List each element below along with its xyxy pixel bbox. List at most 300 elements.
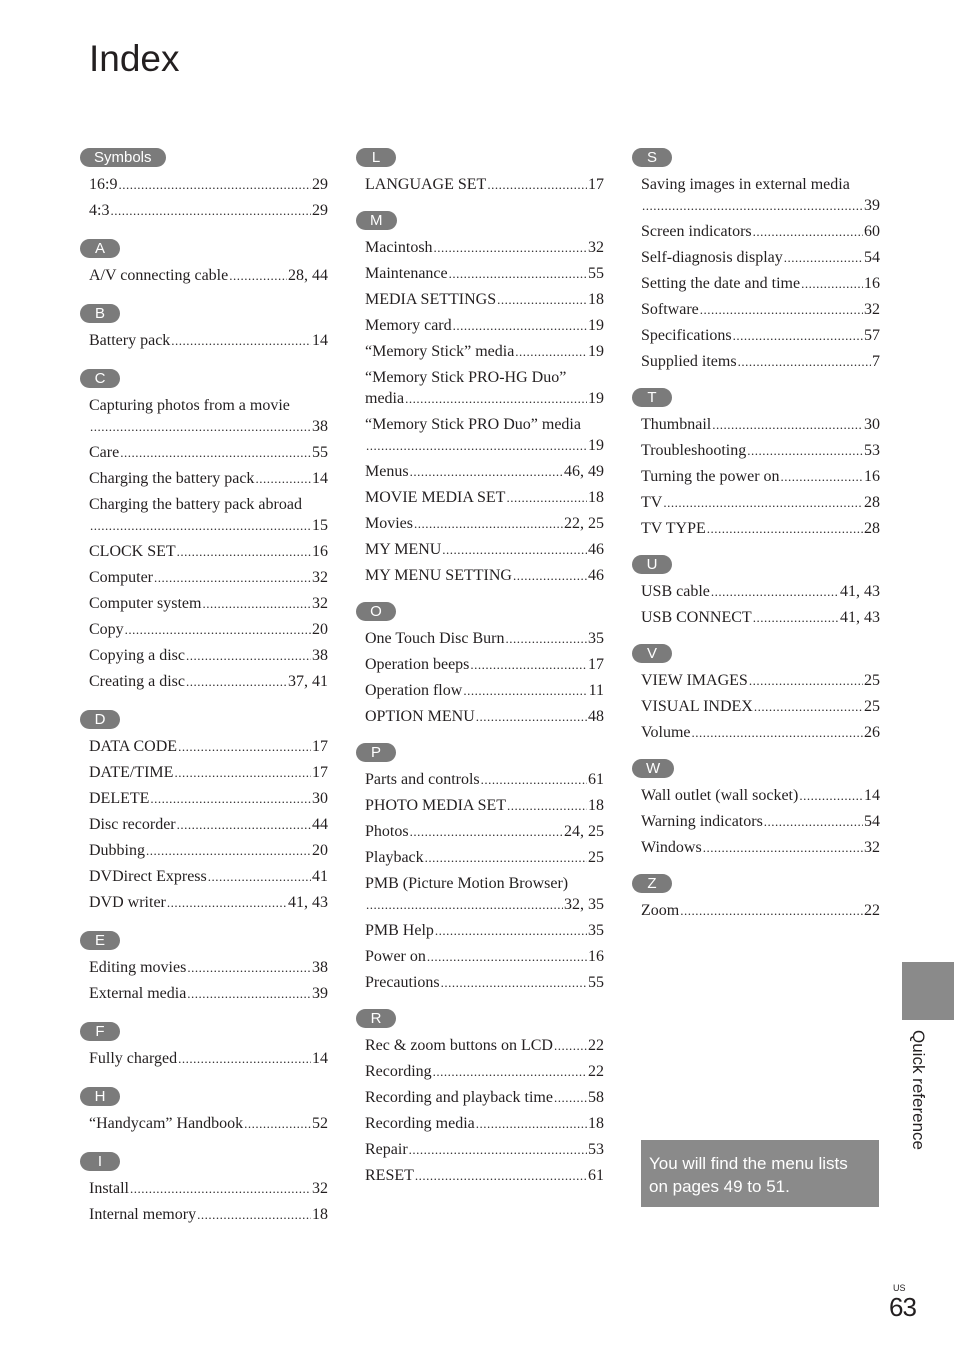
- entry-term: CLOCK SET: [89, 543, 176, 560]
- index-entry: [365, 263, 604, 284]
- dot-leader: [513, 565, 587, 586]
- dot-leader: [487, 174, 587, 195]
- section-letter-badge: M: [356, 211, 397, 230]
- entry-term: Turning the power on: [641, 468, 780, 485]
- dot-leader: [229, 265, 287, 286]
- dot-leader: [433, 1061, 587, 1082]
- entry-page-numbers: 18: [312, 1206, 328, 1223]
- index-entry: [365, 847, 604, 868]
- entry-term: DVDirect Express: [89, 868, 207, 885]
- index-section: [80, 931, 330, 1004]
- entry-term: Photos: [365, 823, 409, 840]
- entry-term: VISUAL INDEX: [641, 698, 753, 715]
- entry-page-numbers: 22: [864, 902, 880, 919]
- entry-term: “Memory Stick PRO-HG Duo”: [365, 369, 567, 386]
- entry-page-numbers: 19: [588, 343, 604, 360]
- index-entry: [89, 957, 328, 978]
- section-entries: [80, 395, 330, 692]
- dot-leader: [784, 247, 863, 268]
- entry-page-numbers: 39: [312, 985, 328, 1002]
- dot-leader: [202, 593, 311, 614]
- index-entry: [365, 487, 604, 508]
- entry-page-numbers: 16: [864, 275, 880, 292]
- dot-leader: [434, 237, 587, 258]
- section-entries: [356, 174, 606, 195]
- index-entry: [365, 315, 604, 336]
- entry-page-numbers: 28: [864, 494, 880, 511]
- entry-term: Self-diagnosis display: [641, 249, 783, 266]
- entry-page-numbers: 26: [864, 724, 880, 741]
- index-entry: [89, 840, 328, 861]
- entry-page-numbers: 32: [864, 301, 880, 318]
- dot-leader: [749, 670, 863, 691]
- index-entry: [89, 736, 328, 757]
- entry-term: USB cable: [641, 583, 710, 600]
- entry-term: 16:9: [89, 176, 118, 193]
- section-letter-badge: P: [356, 743, 396, 762]
- index-entry: [89, 494, 328, 536]
- section-letter-badge: H: [80, 1087, 120, 1106]
- index-section: [632, 874, 882, 921]
- entry-page-numbers: 54: [864, 249, 880, 266]
- entry-page-numbers: 32, 35: [564, 896, 604, 913]
- index-entry: [89, 1204, 328, 1225]
- entry-term: Care: [89, 444, 120, 461]
- index-entry: [365, 1087, 604, 1108]
- index-entry: [365, 237, 604, 258]
- entry-page-numbers: 38: [312, 959, 328, 976]
- dot-leader: [435, 920, 587, 941]
- entry-term: Operation beeps: [365, 656, 470, 673]
- entry-page-numbers: 17: [588, 656, 604, 673]
- section-letter-badge: U: [632, 555, 672, 574]
- dot-leader: [197, 1204, 311, 1225]
- index-entry: [641, 785, 880, 806]
- entry-page-numbers: 17: [312, 764, 328, 781]
- section-letter-badge: D: [80, 710, 120, 729]
- dot-leader: [515, 341, 587, 362]
- entry-term: DATA CODE: [89, 738, 178, 755]
- dot-leader: [90, 515, 311, 536]
- entry-term: Rec & zoom buttons on LCD: [365, 1037, 553, 1054]
- index-entry: [89, 1178, 328, 1199]
- index-entry: [365, 174, 604, 195]
- entry-term: Editing movies: [89, 959, 187, 976]
- entry-term: MY MENU SETTING: [365, 567, 512, 584]
- index-entry: [641, 174, 880, 216]
- dot-leader: [680, 900, 863, 921]
- index-entry: [365, 1035, 604, 1056]
- dot-leader: [799, 785, 863, 806]
- entry-term: Fully charged: [89, 1050, 178, 1067]
- dot-leader: [441, 972, 587, 993]
- index-entry: [89, 1048, 328, 1069]
- section-letter-badge: F: [80, 1022, 120, 1041]
- entry-term: Movies: [365, 515, 413, 532]
- dot-leader: [415, 1165, 587, 1186]
- index-section: [356, 148, 606, 195]
- dot-leader: [442, 539, 587, 560]
- entry-page-numbers: 18: [588, 1115, 604, 1132]
- entry-page-numbers: 14: [312, 332, 328, 349]
- entry-term: VIEW IMAGES: [641, 672, 748, 689]
- entry-page-numbers: 22: [588, 1037, 604, 1054]
- index-section: [80, 148, 330, 221]
- index-entry: [89, 866, 328, 887]
- index-entry: [641, 607, 880, 628]
- entry-term: Thumbnail: [641, 416, 712, 433]
- entry-term: DELETE: [89, 790, 150, 807]
- index-section: [80, 304, 330, 351]
- index-entry: [641, 273, 880, 294]
- dot-leader: [506, 487, 587, 508]
- section-entries: [632, 785, 882, 858]
- entry-term: OPTION MENU: [365, 708, 475, 725]
- section-letter-badge: R: [356, 1009, 396, 1028]
- entry-page-numbers: 14: [312, 1050, 328, 1067]
- entry-page-numbers: 22, 25: [564, 515, 604, 532]
- menu-list-note: You will find the menu lists on pages 49 to 51.: [641, 1140, 879, 1207]
- entry-page-numbers: 44: [312, 816, 328, 833]
- section-letter-badge: E: [80, 931, 120, 950]
- index-entry: [641, 518, 880, 539]
- entry-page-numbers: 20: [312, 621, 328, 638]
- page-number: 63: [889, 1292, 916, 1322]
- dot-leader: [167, 892, 287, 913]
- index-column-1: [80, 148, 330, 1243]
- index-entry: [365, 1139, 604, 1160]
- section-letter-badge: Symbols: [80, 148, 166, 167]
- index-column-3: [632, 148, 882, 937]
- dot-leader: [711, 581, 839, 602]
- dot-leader: [738, 351, 871, 372]
- dot-leader: [463, 680, 587, 701]
- entry-page-numbers: 25: [864, 698, 880, 715]
- entry-page-numbers: 53: [588, 1141, 604, 1158]
- entry-term: Copying a disc: [89, 647, 185, 664]
- entry-page-numbers: 52: [312, 1115, 328, 1132]
- entry-page-numbers: 20: [312, 842, 328, 859]
- entry-page-numbers: 37, 41: [288, 673, 328, 690]
- index-entry: [641, 247, 880, 268]
- entry-page-numbers: 54: [864, 813, 880, 830]
- entry-page-numbers: 17: [312, 738, 328, 755]
- index-entry: [89, 619, 328, 640]
- entry-page-numbers: 55: [588, 265, 604, 282]
- dot-leader: [208, 866, 311, 887]
- dot-leader: [700, 299, 863, 320]
- dot-leader: [178, 1048, 311, 1069]
- entry-page-numbers: 46: [588, 567, 604, 584]
- index-entry: [365, 341, 604, 362]
- dot-leader: [554, 1087, 587, 1108]
- entry-page-numbers: 39: [864, 197, 880, 214]
- dot-leader: [753, 607, 839, 628]
- index-entry: [365, 414, 604, 456]
- index-entry: [365, 795, 604, 816]
- dot-leader: [186, 671, 287, 692]
- entry-page-numbers: 28: [864, 520, 880, 537]
- entry-page-numbers: 7: [872, 353, 880, 370]
- section-letter-badge: A: [80, 239, 120, 258]
- dot-leader: [733, 325, 863, 346]
- index-entry: [365, 513, 604, 534]
- index-section: [80, 1022, 330, 1069]
- entry-page-numbers: 16: [588, 948, 604, 965]
- entry-page-numbers: 14: [864, 787, 880, 804]
- entry-page-numbers: 38: [312, 647, 328, 664]
- entry-page-numbers: 48: [588, 708, 604, 725]
- entry-term: USB CONNECT: [641, 609, 752, 626]
- section-entries: [80, 174, 330, 221]
- entry-term: Specifications: [641, 327, 732, 344]
- index-entry: [365, 628, 604, 649]
- index-entry: [89, 541, 328, 562]
- dot-leader: [753, 221, 863, 242]
- entry-page-numbers: 57: [864, 327, 880, 344]
- entry-term: Zoom: [641, 902, 680, 919]
- index-entry: [641, 811, 880, 832]
- index-entry: [365, 1113, 604, 1134]
- index-entry: [89, 593, 328, 614]
- section-letter-badge: W: [632, 759, 674, 778]
- index-entry: [365, 1061, 604, 1082]
- section-letter-badge: C: [80, 369, 120, 388]
- index-entry: [365, 972, 604, 993]
- section-entries: [356, 1035, 606, 1186]
- section-entries: [80, 957, 330, 1004]
- section-letter-badge: O: [356, 602, 396, 621]
- entry-term: Volume: [641, 724, 691, 741]
- index-entry: [89, 468, 328, 489]
- entry-page-numbers: 16: [864, 468, 880, 485]
- entry-page-numbers: 19: [588, 437, 604, 454]
- entry-page-numbers: 30: [864, 416, 880, 433]
- entry-term: MEDIA SETTINGS: [365, 291, 497, 308]
- entry-term: Disc recorder: [89, 816, 176, 833]
- entry-term: Supplied items: [641, 353, 737, 370]
- entry-page-numbers: 58: [588, 1089, 604, 1106]
- entry-page-numbers: 41: [312, 868, 328, 885]
- entry-page-numbers: 25: [864, 672, 880, 689]
- index-entry: [89, 200, 328, 221]
- section-letter-badge: S: [632, 148, 672, 167]
- dot-leader: [481, 769, 587, 790]
- section-letter-badge: T: [632, 388, 672, 407]
- dot-leader: [470, 654, 587, 675]
- dot-leader: [366, 894, 563, 915]
- index-entry: [365, 821, 604, 842]
- dot-leader: [244, 1113, 311, 1134]
- dot-leader: [110, 200, 311, 221]
- index-entry: [89, 442, 328, 463]
- entry-page-numbers: 29: [312, 202, 328, 219]
- dot-leader: [712, 414, 863, 435]
- section-entries: [632, 581, 882, 628]
- entry-term: Software: [641, 301, 699, 318]
- index-entry: [641, 351, 880, 372]
- dot-leader: [178, 736, 311, 757]
- entry-term: “Memory Stick PRO Duo” media: [365, 416, 581, 433]
- entry-term: PHOTO MEDIA SET: [365, 797, 507, 814]
- entry-page-numbers: 17: [588, 176, 604, 193]
- entry-page-numbers: 32: [312, 1180, 328, 1197]
- section-entries: [632, 670, 882, 743]
- entry-page-numbers: 41, 43: [288, 894, 328, 911]
- section-entries: [356, 628, 606, 727]
- entry-term: Recording and playback time: [365, 1089, 553, 1106]
- entry-page-numbers: 46: [588, 541, 604, 558]
- index-section: [632, 644, 882, 743]
- dot-leader: [125, 619, 311, 640]
- section-entries: [356, 237, 606, 586]
- index-entry: [641, 722, 880, 743]
- section-entries: [632, 414, 882, 539]
- section-entries: [80, 330, 330, 351]
- index-entry: [89, 1113, 328, 1134]
- entry-term: RESET: [365, 1167, 414, 1184]
- entry-term: Battery pack: [89, 332, 171, 349]
- entry-term: Memory card: [365, 317, 452, 334]
- index-entry: [365, 539, 604, 560]
- index-section: [632, 759, 882, 858]
- index-section: [80, 1087, 330, 1134]
- dot-leader: [187, 957, 311, 978]
- entry-term: Capturing photos from a movie: [89, 397, 290, 414]
- entry-page-numbers: 61: [588, 1167, 604, 1184]
- index-section: [356, 602, 606, 727]
- index-entry: [641, 466, 880, 487]
- entry-term: One Touch Disc Burn: [365, 630, 505, 647]
- index-section: [80, 1152, 330, 1225]
- entry-page-numbers: 22: [588, 1063, 604, 1080]
- section-entries: [632, 174, 882, 372]
- entry-page-numbers: 35: [588, 922, 604, 939]
- entry-term: Warning indicators: [641, 813, 763, 830]
- section-letter-badge: Z: [632, 874, 672, 893]
- entry-term: TV TYPE: [641, 520, 706, 537]
- entry-page-numbers: 18: [588, 291, 604, 308]
- entry-term: Dubbing: [89, 842, 145, 859]
- side-tab-marker: [902, 962, 954, 1020]
- dot-leader: [410, 821, 563, 842]
- entry-term: PMB Help: [365, 922, 434, 939]
- index-section: [80, 239, 330, 286]
- entry-page-numbers: 32: [312, 569, 328, 586]
- index-entry: [365, 680, 604, 701]
- index-entry: [641, 414, 880, 435]
- index-entry: [89, 645, 328, 666]
- index-entry: [89, 892, 328, 913]
- index-section: [80, 710, 330, 913]
- index-entry: [365, 1165, 604, 1186]
- entry-term: Creating a disc: [89, 673, 185, 690]
- section-letter-badge: V: [632, 644, 672, 663]
- entry-term: Repair: [365, 1141, 408, 1158]
- index-entry: [365, 367, 604, 409]
- dot-leader: [414, 513, 563, 534]
- entry-term: Saving images in external media: [641, 176, 850, 193]
- section-entries: [80, 265, 330, 286]
- dot-leader: [90, 416, 311, 437]
- entry-term: Precautions: [365, 974, 440, 991]
- index-section: [356, 211, 606, 586]
- entry-term: Troubleshooting: [641, 442, 747, 459]
- entry-term: MOVIE MEDIA SET: [365, 489, 506, 506]
- section-letter-badge: B: [80, 304, 120, 323]
- entry-term: Operation flow: [365, 682, 463, 699]
- dot-leader: [177, 814, 311, 835]
- entry-page-numbers: 18: [588, 489, 604, 506]
- dot-leader: [366, 435, 587, 456]
- entry-term: External media: [89, 985, 187, 1002]
- index-entry: [89, 330, 328, 351]
- entry-page-numbers: 61: [588, 771, 604, 788]
- index-entry: [89, 814, 328, 835]
- entry-term: Recording media: [365, 1115, 475, 1132]
- entry-page-numbers: 53: [864, 442, 880, 459]
- index-entry: [641, 221, 880, 242]
- index-entry: [89, 265, 328, 286]
- entry-term: Wall outlet (wall socket): [641, 787, 799, 804]
- entry-term: Install: [89, 1180, 129, 1197]
- index-section: [356, 1009, 606, 1186]
- entry-page-numbers: 41, 43: [840, 609, 880, 626]
- index-section: [80, 369, 330, 692]
- index-entry: [89, 788, 328, 809]
- index-entry: [365, 461, 604, 482]
- dot-leader: [497, 289, 587, 310]
- dot-leader: [764, 811, 863, 832]
- entry-page-numbers: 16: [312, 543, 328, 560]
- dot-leader: [146, 840, 311, 861]
- entry-page-numbers: 32: [864, 839, 880, 856]
- dot-leader: [691, 722, 863, 743]
- entry-term: Windows: [641, 839, 702, 856]
- dot-leader: [186, 645, 311, 666]
- entry-term: PMB (Picture Motion Browser): [365, 875, 569, 892]
- entry-term: Copy: [89, 621, 124, 638]
- index-entry: [89, 983, 328, 1004]
- index-entry: [89, 395, 328, 437]
- index-entry: [365, 920, 604, 941]
- dot-leader: [427, 946, 587, 967]
- entry-term: media: [365, 390, 405, 407]
- index-entry: [641, 492, 880, 513]
- dot-leader: [554, 1035, 587, 1056]
- entry-term: DVD writer: [89, 894, 166, 911]
- entry-page-numbers: 38: [312, 418, 328, 435]
- section-entries: [632, 900, 882, 921]
- entry-term: Power on: [365, 948, 426, 965]
- section-letter-badge: L: [356, 148, 396, 167]
- index-entry: [89, 671, 328, 692]
- section-entries: [80, 1178, 330, 1225]
- entry-page-numbers: 28, 44: [288, 267, 328, 284]
- entry-page-numbers: 46, 49: [564, 463, 604, 480]
- index-entry: [365, 946, 604, 967]
- section-entries: [80, 1048, 330, 1069]
- entry-page-numbers: 24, 25: [564, 823, 604, 840]
- entry-page-numbers: 19: [588, 390, 604, 407]
- section-letter-badge: I: [80, 1152, 120, 1171]
- dot-leader: [425, 847, 587, 868]
- dot-leader: [405, 388, 587, 409]
- entry-term: Recording: [365, 1063, 432, 1080]
- section-entries: [80, 1113, 330, 1134]
- index-entry: [365, 769, 604, 790]
- index-entry: [89, 567, 328, 588]
